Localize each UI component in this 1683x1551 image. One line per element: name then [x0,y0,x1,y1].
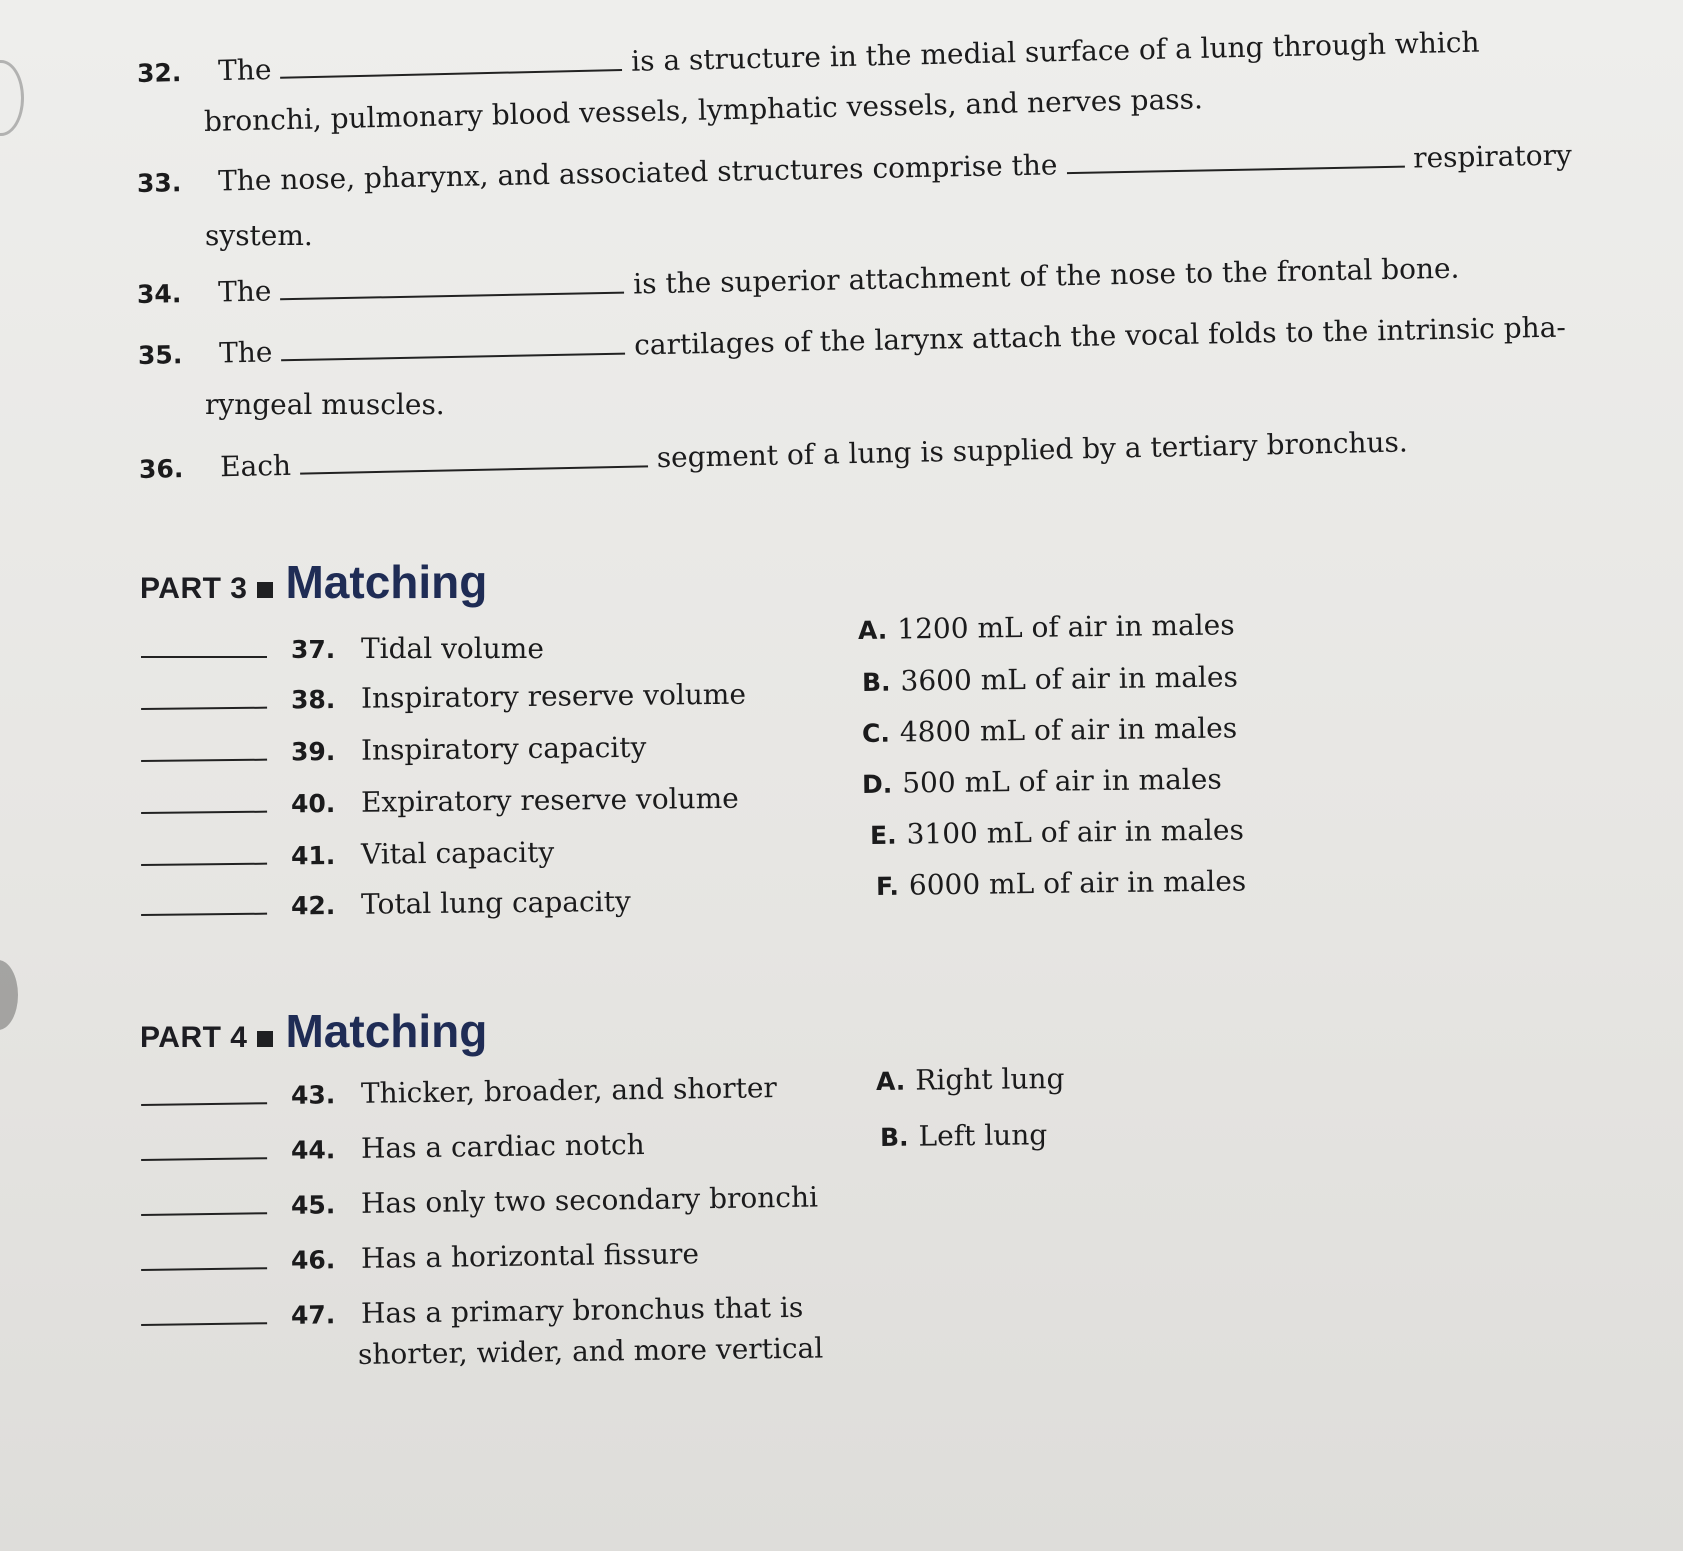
answer-blank[interactable] [141,1157,267,1161]
matching-item-46: 46. Has a horizontal fissure [141,1237,699,1278]
matching-item-37: 37. Tidal volume [141,632,544,665]
option-right-lung: A. Right lung [875,1062,1065,1097]
question-35-continued: ryngeal muscles. [205,388,445,421]
binder-hole [0,60,24,136]
answer-blank[interactable] [141,1102,267,1106]
question-32: 32. The is a structure in the medial surface of a lung through which [136,25,1480,88]
part3-heading: PART 3 Matching [140,556,488,608]
answer-blank[interactable] [141,707,267,710]
answer-blank[interactable] [141,913,267,916]
matching-item-41: 41. Vital capacity [141,836,555,873]
matching-item-47: 47. Has a primary bronchus that is [141,1291,804,1333]
answer-blank[interactable] [141,811,267,814]
matching-item-45: 45. Has only two secondary bronchi [141,1181,818,1223]
answer-blank[interactable] [280,291,624,301]
question-33: 33. The nose, pharynx, and associated structures comprise the respiratory [136,138,1573,198]
part4-heading: PART 4 Matching [140,1005,488,1057]
answer-blank[interactable] [141,1267,267,1271]
answer-blank[interactable] [280,68,622,79]
matching-item-44: 44. Has a cardiac notch [141,1128,645,1168]
question-34: 34. The is the superior attachment of the nose to the frontal bone. [136,251,1460,309]
option-c: C. 4800 mL of air in males [861,711,1238,749]
option-e: E. 3100 mL of air in males [869,813,1245,851]
option-d: D. 500 mL of air in males [861,762,1222,800]
matching-item-40: 40. Expiratory reserve volume [141,782,739,821]
option-f: F. 6000 mL of air in males [875,864,1247,902]
matching-item-39: 39. Inspiratory capacity [141,731,647,769]
option-b: B. 3600 mL of air in males [861,660,1239,698]
question-35: 35. The cartilages of the larynx attach the vocal folds to the intrinsic pha- [137,310,1567,370]
matching-item-38: 38. Inspiratory reserve volume [141,678,746,717]
question-33-continued: system. [205,219,313,252]
matching-item-43: 43. Thicker, broader, and shorter [141,1071,777,1113]
answer-blank[interactable] [141,1212,267,1216]
option-a: A. 1200 mL of air in males [857,608,1235,646]
heading-square-icon [257,582,273,598]
answer-blank[interactable] [141,863,267,866]
matching-item-42: 42. Total lung capacity [141,885,631,923]
answer-blank[interactable] [141,656,267,658]
question-36: 36. Each segment of a lung is supplied by a tertiary bronchus. [138,425,1409,484]
option-left-lung: B. Left lung [879,1118,1048,1153]
answer-blank[interactable] [1066,165,1404,174]
answer-blank[interactable] [141,1322,267,1326]
matching-item-47-continued: shorter, wider, and more vertical [357,1331,824,1371]
answer-blank[interactable] [281,352,625,362]
heading-square-icon [257,1031,273,1047]
binder-hole [0,960,18,1030]
answer-blank[interactable] [300,464,648,474]
answer-blank[interactable] [141,759,267,762]
question-32-continued: bronchi, pulmonary blood vessels, lymphatic vessels, and nerves pass. [203,82,1204,138]
